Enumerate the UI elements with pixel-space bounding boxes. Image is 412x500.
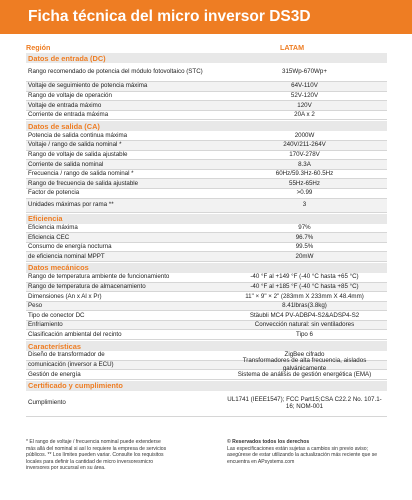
spec-value: 96.7% [295, 233, 314, 241]
spec-value: 240V/211-264V [283, 141, 326, 149]
spec-row [26, 311, 387, 321]
spec-value: 8.3A [298, 160, 311, 168]
spec-value: 120V [297, 101, 312, 109]
spec-value: Sistema de análisis de gestión energética (EMA) [237, 370, 372, 378]
spec-value: 3 [302, 201, 307, 209]
spec-row [26, 233, 387, 243]
spec-label: Voltaje de entrada máximo [28, 101, 102, 109]
region-value: LATAM [280, 43, 305, 52]
spec-label: Peso [28, 302, 43, 310]
spec-label: Consumo de energía nocturna [28, 243, 112, 251]
spec-label: Rango de temperatura de almacenamiento [28, 282, 146, 290]
spec-row [26, 224, 387, 234]
spec-label: Potencia de salida continua máxima [28, 131, 128, 139]
spec-label: Corriente de entrada máxima [28, 111, 109, 119]
spec-label: Rango de temperatura ambiente de funcionamiento [28, 273, 170, 281]
spec-row [26, 92, 387, 102]
spec-label: Factor de potencia [28, 189, 80, 197]
region-label: Región [26, 43, 51, 52]
spec-label: Voltaje / rango de salida nominal * [28, 141, 122, 149]
spec-row [26, 302, 387, 312]
spec-value: 8.41lbras(3.8kg) [282, 302, 327, 310]
spec-value: 97% [298, 223, 311, 231]
spec-label: Rango de voltaje de operación [28, 92, 112, 100]
spec-value: Transformadores de alta frecuencia, aislados galvánicamente [242, 357, 367, 372]
copyright-note: © Reservados todos los derechos [227, 439, 310, 445]
spec-value: 170V-278V [289, 150, 320, 158]
spec-row [26, 111, 387, 121]
page-title: Ficha técnica del micro inversor DS3D [28, 8, 311, 25]
region-header [26, 40, 387, 52]
spec-value: 2000W [294, 131, 315, 139]
spec-value: Tipo 6 [296, 330, 313, 338]
spec-row [26, 357, 387, 372]
spec-label: comunicación (inversor a ECU) [28, 361, 114, 369]
spec-value: Stäubli MC4 PV-ADBP4-S2&ADSP4-S2 [249, 311, 360, 319]
spec-value: 20mW [295, 252, 314, 260]
spec-row [26, 273, 387, 283]
spec-row [26, 292, 387, 302]
spec-row [26, 391, 387, 417]
section-header: Eficiencia [26, 213, 387, 224]
spec-value: 315Wp-670Wp+ [282, 68, 327, 76]
spec-label: Voltaje de seguimiento de potencia máxima [28, 82, 148, 90]
spec-row [26, 179, 387, 189]
spec-row [26, 141, 387, 151]
spec-label: Gestión de energía [28, 370, 81, 378]
spec-value: ZigBee cifrado [284, 351, 325, 359]
spec-label: Tipo de conector DC [28, 311, 85, 319]
spec-table [26, 40, 387, 417]
footnotes [26, 439, 387, 472]
spec-value: 55Hz-65Hz [289, 179, 320, 187]
spec-label: Rango recomendado de potencia del módulo fotovoltaico (STC) [28, 68, 203, 76]
spec-value: -40 °F al +149 °F (-40 °C hasta +65 °C) [250, 273, 359, 281]
spec-row [26, 330, 387, 340]
spec-row [26, 370, 387, 380]
spec-value: 52V-120V [290, 92, 319, 100]
spec-label: Corriente de salida nominal [28, 160, 104, 168]
spec-row [26, 131, 387, 141]
spec-label: Eficiencia CEC [28, 233, 70, 241]
spec-value: 11" × 9" × 2" (283mm X 233mm X 48.4mm) [245, 292, 364, 300]
spec-label: de eficiencia nominal MPPT [28, 252, 105, 260]
spec-label: Unidades máximas por rama ** [28, 201, 114, 209]
disclaimer-note: Las especificaciones están sujetas a cambios sin previo aviso; asegúrese de estar utilizando la actualización más reciente que se encuentra en APsystems.com [227, 445, 378, 465]
spec-value: -40 °F al +185 °F (-40 °C hasta +85 °C) [250, 282, 359, 290]
spec-label: Frecuencia / rango de salida nominal * [28, 170, 134, 178]
spec-label: Eficiencia máxima [28, 223, 78, 231]
section-header: Datos mecánicos [26, 262, 387, 273]
spec-row [26, 189, 387, 199]
spec-value: Convección natural: sin ventiladores [254, 321, 355, 329]
spec-row [26, 160, 387, 170]
spec-row [26, 101, 387, 111]
spec-row [26, 199, 387, 213]
spec-label: Diseño de transformador de [28, 351, 105, 359]
spec-label: Rango de voltaje de salida ajustable [28, 150, 128, 158]
spec-value: 60Hz/59.3Hz-60.5Hz [275, 170, 334, 178]
section-header: Características [26, 340, 387, 351]
title-banner [0, 0, 412, 34]
spec-row [26, 321, 387, 331]
spec-label: Cumplimiento [28, 399, 66, 407]
spec-row [26, 252, 387, 262]
spec-row [26, 243, 387, 253]
section-header: Datos de entrada (DC) [26, 52, 387, 63]
spec-value: 20A x 2 [294, 111, 315, 119]
spec-row [26, 283, 387, 293]
section-header: Certificado y cumplimiento [26, 380, 387, 391]
spec-row [26, 170, 387, 180]
footnote-right [227, 439, 387, 472]
spec-value: >0.99 [296, 189, 313, 197]
footnote-left: * El rango de voltaje / frecuencia nominal puede extenderse más allá del nominal si así lo requiere la empresa de servicios públicos. ** Los límites pueden variar. Consulte los requisitos locales para definir la cantidad de micro inversoresmicro inversores por sucursal en su área. [26, 439, 167, 472]
spec-value: 99.5% [295, 243, 314, 251]
spec-value: 64V-110V [291, 82, 318, 90]
section-header: Datos de salida (CA) [26, 120, 387, 131]
spec-row [26, 151, 387, 161]
spec-label: Enfriamiento [28, 321, 63, 329]
spec-label: Dimensiones (An x Al x Pr) [28, 292, 102, 300]
spec-row [26, 63, 387, 82]
spec-label: Rango de frecuencia de salida ajustable [28, 179, 139, 187]
spec-label: Clasificación ambiental del recinto [28, 330, 122, 338]
spec-row [26, 82, 387, 92]
spec-value: UL1741 (IEEE1547); FCC Part15;CSA C22.2 No. 107.1-16; NOM-001 [227, 395, 382, 411]
